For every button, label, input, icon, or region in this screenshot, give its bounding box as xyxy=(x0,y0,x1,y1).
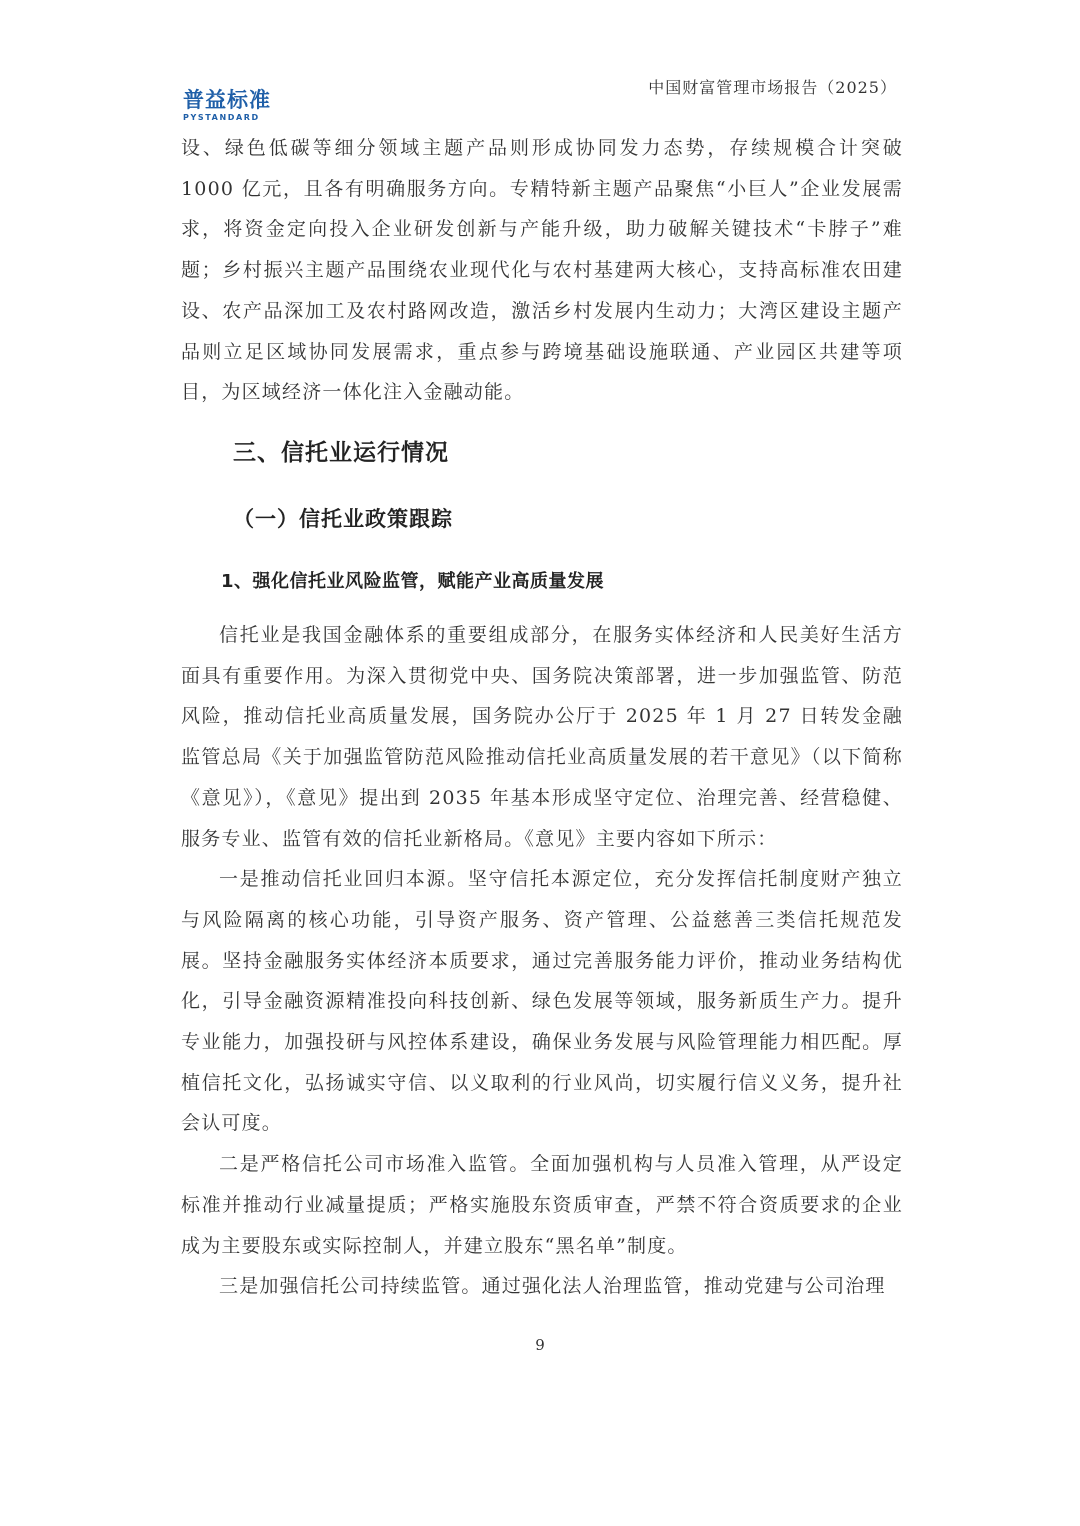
body-paragraph: 一是推动信托业回归本源。坚守信托本源定位，充分发挥信托制度财产独立与风险隔离的核心功能，引导资产服务、资产管理、公益慈善三类信托规范发展。坚持金融服务实体经济本质要求，通过完善服务能力评价，推动业务结构优化，引导金融资源精准投向科技创新、绿色发展等领域，服务新质生产力。提升专业能力，加强投研与风控体系建设，确保业务发展与风险管理能力相匹配。厚植信托文化，弘扬诚实守信、以义取利的行业风尚，切实履行信义义务，提升社会认可度。 xyxy=(181,868,903,1135)
page-number: 9 xyxy=(535,1336,545,1354)
body-paragraph: 信托业是我国金融体系的重要组成部分，在服务实体经济和人民美好生活方面具有重要作用。为深入贯彻党中央、国务院决策部署，进一步加强监管、防范风险，推动信托业高质量发展，国务院办公厅于 2025 年 1 月 27 日转发金融监管总局《关于加强监管防范风险推动信托业高质量发展的若干意见》（以下简称《意见》），《意见》提出到 2035 年基本形成坚守定位、治理完善、经营稳健、服务专业、监管有效的信托业新格局。《意见》主要内容如下所示： xyxy=(181,624,903,850)
body-paragraph: 三是加强信托公司持续监管。通过强化法人治理监管，推动党建与公司治理 xyxy=(219,1275,886,1298)
logo-chinese-text: 普益标准 xyxy=(183,88,271,112)
body-section xyxy=(181,615,903,1307)
body-paragraph: 二是严格信托公司市场准入监管。全面加强机构与人员准入管理，从严设定标准并推动行业减量提质；严格实施股东资质审查，严禁不符合资质要求的企业成为主要股东或实际控制人，并建立股东“黑名单”制度。 xyxy=(181,1153,903,1257)
intro-section xyxy=(181,128,903,413)
subsection-heading: （一）信托业政策跟踪 xyxy=(233,507,453,531)
intro-paragraph: 设、绿色低碳等细分领域主题产品则形成协同发力态势，存续规模合计突破 1000 亿元，且各有明确服务方向。专精特新主题产品聚焦“小巨人”企业发展需求，将资金定向投入企业研发创新与产能升级，助力破解关键技术“卡脖子”难题；乡村振兴主题产品围绕农业现代化与农村基建两大核心，支持高标准农田建设、农产品深加工及农村路网改造，激活乡村发展内生动力；大湾区建设主题产品则立足区域协同发展需求，重点参与跨境基础设施联通、产业园区共建等项目，为区域经济一体化注入金融动能。 xyxy=(181,137,903,404)
report-title: 中国财富管理市场报告（2025） xyxy=(648,78,897,97)
pystandard-logo xyxy=(183,88,303,123)
subsubsection-heading: 1、强化信托业风险监管，赋能产业高质量发展 xyxy=(221,571,605,592)
section-heading: 三、信托业运行情况 xyxy=(233,440,449,466)
logo-english-text: PYSTANDARD xyxy=(183,113,260,122)
